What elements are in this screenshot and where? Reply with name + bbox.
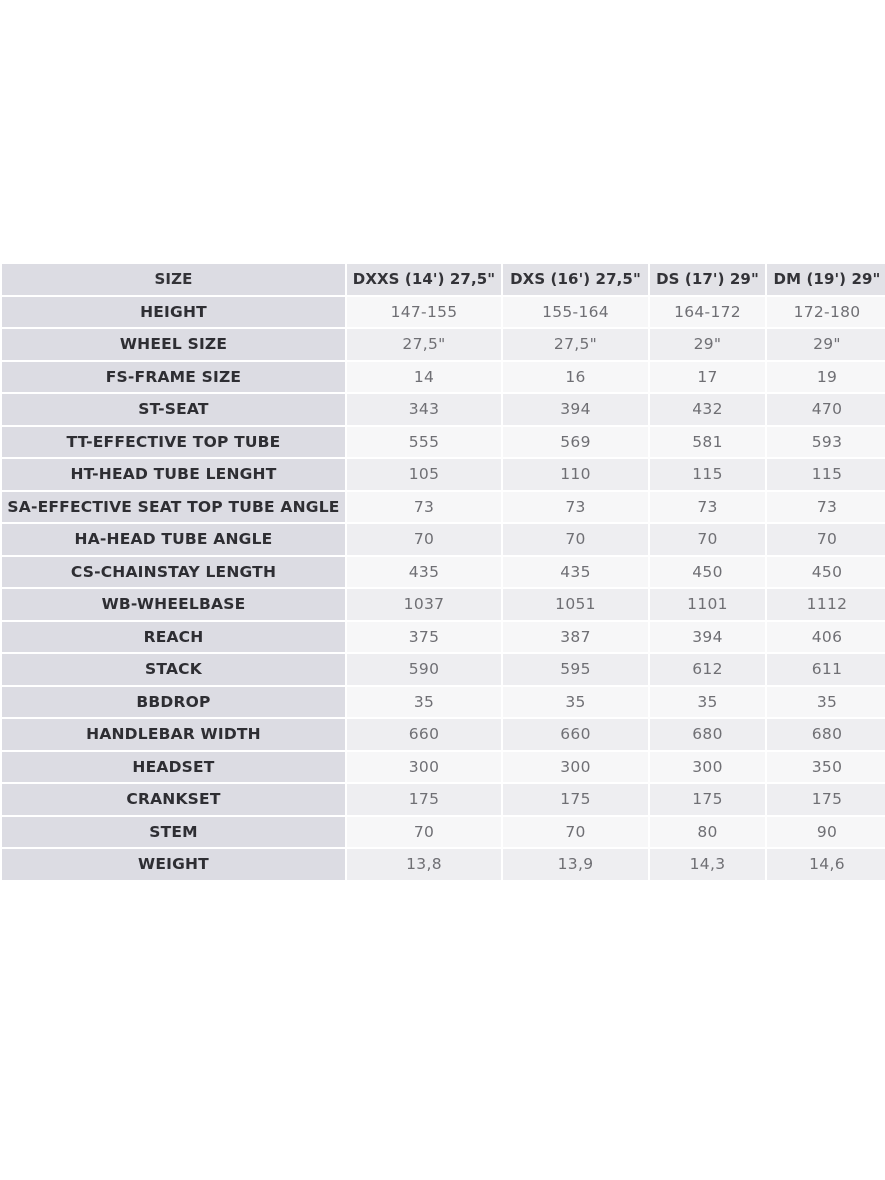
row-label: FS-FRAME SIZE <box>2 362 345 393</box>
table-cell: 155-164 <box>503 297 648 328</box>
geometry-table <box>0 262 885 882</box>
table-cell: 70 <box>503 524 648 555</box>
table-cell: 35 <box>347 687 501 718</box>
row-label: HANDLEBAR WIDTH <box>2 719 345 750</box>
table-cell: 13,8 <box>347 849 501 880</box>
table-cell: 406 <box>767 622 885 653</box>
table-cell: 300 <box>347 752 501 783</box>
table-cell: 175 <box>347 784 501 815</box>
table-cell: 70 <box>347 524 501 555</box>
table-row <box>2 524 885 555</box>
table-cell: 70 <box>650 524 765 555</box>
table-row <box>2 622 885 653</box>
row-label: HA-HEAD TUBE ANGLE <box>2 524 345 555</box>
table-cell: 581 <box>650 427 765 458</box>
table-cell: 595 <box>503 654 648 685</box>
table-row <box>2 394 885 425</box>
row-label: STEM <box>2 817 345 848</box>
table-cell: 13,9 <box>503 849 648 880</box>
table-cell: 1112 <box>767 589 885 620</box>
table-cell: 660 <box>503 719 648 750</box>
table-cell: 387 <box>503 622 648 653</box>
table-cell: 35 <box>503 687 648 718</box>
row-label: ST-SEAT <box>2 394 345 425</box>
table-cell: 175 <box>503 784 648 815</box>
table-cell: 14,3 <box>650 849 765 880</box>
table-cell: 611 <box>767 654 885 685</box>
table-cell: 14,6 <box>767 849 885 880</box>
table-cell: 73 <box>767 492 885 523</box>
table-cell: 80 <box>650 817 765 848</box>
row-label: HEADSET <box>2 752 345 783</box>
header-size-ds: DS (17') 29" <box>650 264 765 295</box>
row-label: STACK <box>2 654 345 685</box>
table-row <box>2 589 885 620</box>
table-cell: 115 <box>767 459 885 490</box>
row-label: SA-EFFECTIVE SEAT TOP TUBE ANGLE <box>2 492 345 523</box>
table-cell: 90 <box>767 817 885 848</box>
table-cell: 680 <box>767 719 885 750</box>
table-cell: 555 <box>347 427 501 458</box>
table-cell: 27,5" <box>503 329 648 360</box>
table-cell: 435 <box>503 557 648 588</box>
table-row <box>2 459 885 490</box>
table-cell: 1051 <box>503 589 648 620</box>
row-label: REACH <box>2 622 345 653</box>
table-cell: 29" <box>650 329 765 360</box>
row-label: HT-HEAD TUBE LENGHT <box>2 459 345 490</box>
row-label: CRANKSET <box>2 784 345 815</box>
table-cell: 432 <box>650 394 765 425</box>
table-cell: 110 <box>503 459 648 490</box>
table-cell: 300 <box>650 752 765 783</box>
header-size-label: SIZE <box>2 264 345 295</box>
table-cell: 70 <box>503 817 648 848</box>
table-cell: 147-155 <box>347 297 501 328</box>
table-cell: 612 <box>650 654 765 685</box>
table-cell: 175 <box>650 784 765 815</box>
table-cell: 1037 <box>347 589 501 620</box>
row-label: WB-WHEELBASE <box>2 589 345 620</box>
table-cell: 680 <box>650 719 765 750</box>
table-cell: 470 <box>767 394 885 425</box>
table-cell: 17 <box>650 362 765 393</box>
table-cell: 1101 <box>650 589 765 620</box>
table-cell: 593 <box>767 427 885 458</box>
table-cell: 435 <box>347 557 501 588</box>
table-cell: 27,5" <box>347 329 501 360</box>
table-cell: 73 <box>650 492 765 523</box>
table-cell: 175 <box>767 784 885 815</box>
table-cell: 343 <box>347 394 501 425</box>
table-cell: 375 <box>347 622 501 653</box>
table-row <box>2 687 885 718</box>
table-cell: 394 <box>650 622 765 653</box>
table-cell: 14 <box>347 362 501 393</box>
header-size-dxxs: DXXS (14') 27,5" <box>347 264 501 295</box>
header-size-dm: DM (19') 29" <box>767 264 885 295</box>
table-cell: 394 <box>503 394 648 425</box>
table-cell: 16 <box>503 362 648 393</box>
table-cell: 73 <box>347 492 501 523</box>
table-cell: 35 <box>767 687 885 718</box>
row-label: TT-EFFECTIVE TOP TUBE <box>2 427 345 458</box>
table-cell: 450 <box>650 557 765 588</box>
table-cell: 115 <box>650 459 765 490</box>
table-cell: 105 <box>347 459 501 490</box>
table-cell: 70 <box>767 524 885 555</box>
table-cell: 590 <box>347 654 501 685</box>
table-cell: 660 <box>347 719 501 750</box>
table-cell: 164-172 <box>650 297 765 328</box>
header-size-dxs: DXS (16') 27,5" <box>503 264 648 295</box>
header-row <box>2 264 885 295</box>
table-row <box>2 719 885 750</box>
table-row <box>2 427 885 458</box>
table-row <box>2 329 885 360</box>
table-cell: 300 <box>503 752 648 783</box>
table-cell: 350 <box>767 752 885 783</box>
table-row <box>2 362 885 393</box>
table-cell: 70 <box>347 817 501 848</box>
table-body <box>2 297 885 880</box>
table-cell: 450 <box>767 557 885 588</box>
table-cell: 29" <box>767 329 885 360</box>
table-row <box>2 654 885 685</box>
row-label: BBDROP <box>2 687 345 718</box>
table-cell: 172-180 <box>767 297 885 328</box>
table-header <box>2 264 885 295</box>
table-cell: 73 <box>503 492 648 523</box>
table-row <box>2 849 885 880</box>
row-label: WHEEL SIZE <box>2 329 345 360</box>
table-cell: 35 <box>650 687 765 718</box>
table-row <box>2 752 885 783</box>
table-cell: 569 <box>503 427 648 458</box>
table-cell: 19 <box>767 362 885 393</box>
table-row <box>2 557 885 588</box>
table-row <box>2 492 885 523</box>
table-row <box>2 817 885 848</box>
row-label: HEIGHT <box>2 297 345 328</box>
row-label: CS-CHAINSTAY LENGTH <box>2 557 345 588</box>
row-label: WEIGHT <box>2 849 345 880</box>
table-row <box>2 784 885 815</box>
table-row <box>2 297 885 328</box>
geometry-table-container <box>0 262 885 882</box>
